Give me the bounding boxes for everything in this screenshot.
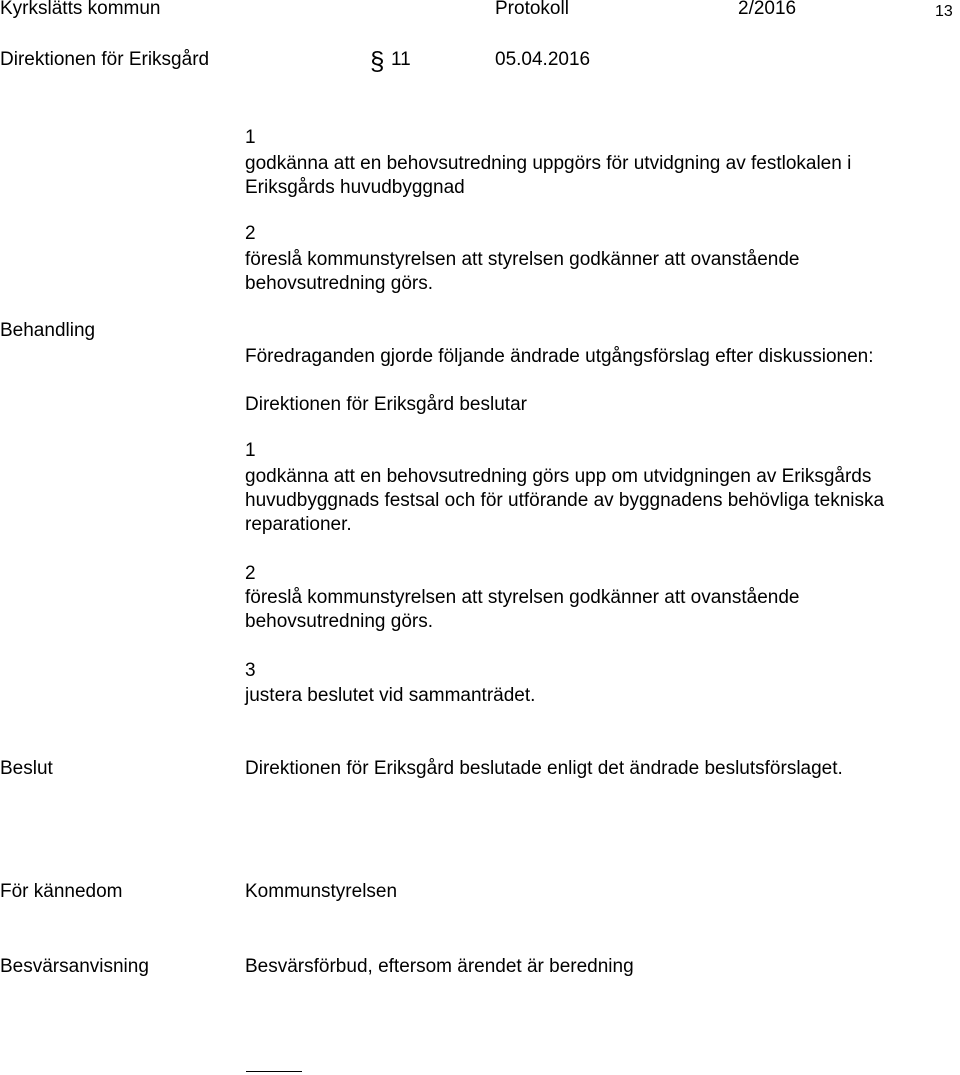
- section-sign: §: [370, 46, 385, 76]
- decision-item-number: 1: [245, 440, 256, 461]
- section-number: 11: [391, 49, 411, 70]
- decision-item-line: reparationer.: [245, 514, 352, 535]
- besvarsanvisning-text: Besvärsförbud, eftersom ärendet är beredning: [245, 956, 634, 977]
- page-number: 13: [935, 3, 953, 20]
- behandling-intro: Föredraganden gjorde följande ändrade utgångsförslag efter diskussionen:: [245, 346, 874, 367]
- decision-item-line: huvudbyggnads festsal och för utförande av byggnadens behövliga tekniska: [245, 490, 885, 511]
- proposal-item-line: godkänna att en behovsutredning uppgörs för utvidgning av festlokalen i: [245, 153, 852, 174]
- body-name: Direktionen för Eriksgård: [0, 49, 210, 70]
- municipality-name: Kyrkslätts kommun: [0, 0, 161, 19]
- decision-item-number: 2: [245, 563, 256, 584]
- for-kannedom-label: För kännedom: [0, 881, 123, 902]
- decision-item-line: föreslå kommunstyrelsen att styrelsen godkänner att ovanstående: [245, 587, 800, 608]
- decision-item-number: 3: [245, 660, 256, 681]
- document-type: Protokoll: [495, 0, 569, 19]
- decision-intro: Direktionen för Eriksgård beslutar: [245, 394, 527, 415]
- closing-rule: [246, 1071, 302, 1072]
- protocol-number: 2/2016: [738, 0, 797, 19]
- for-kannedom-text: Kommunstyrelsen: [245, 881, 398, 902]
- beslut-label: Beslut: [0, 758, 53, 779]
- beslut-text: Direktionen för Eriksgård beslutade enligt det ändrade beslutsförslaget.: [245, 758, 843, 779]
- meeting-date: 05.04.2016: [495, 49, 591, 70]
- proposal-item-line: Eriksgårds huvudbyggnad: [245, 177, 465, 198]
- proposal-item-line: föreslå kommunstyrelsen att styrelsen godkänner att ovanstående: [245, 249, 800, 270]
- behandling-label: Behandling: [0, 320, 96, 341]
- decision-item-line: godkänna att en behovsutredning görs upp om utvidgningen av Eriksgårds: [245, 466, 872, 487]
- decision-item-line: behovsutredning görs.: [245, 611, 434, 632]
- besvarsanvisning-label: Besvärsanvisning: [0, 956, 149, 977]
- proposal-item-number: 1: [245, 127, 256, 148]
- proposal-item-number: 2: [245, 223, 256, 244]
- proposal-item-line: behovsutredning görs.: [245, 273, 434, 294]
- decision-item-line: justera beslutet vid sammanträdet.: [245, 685, 536, 706]
